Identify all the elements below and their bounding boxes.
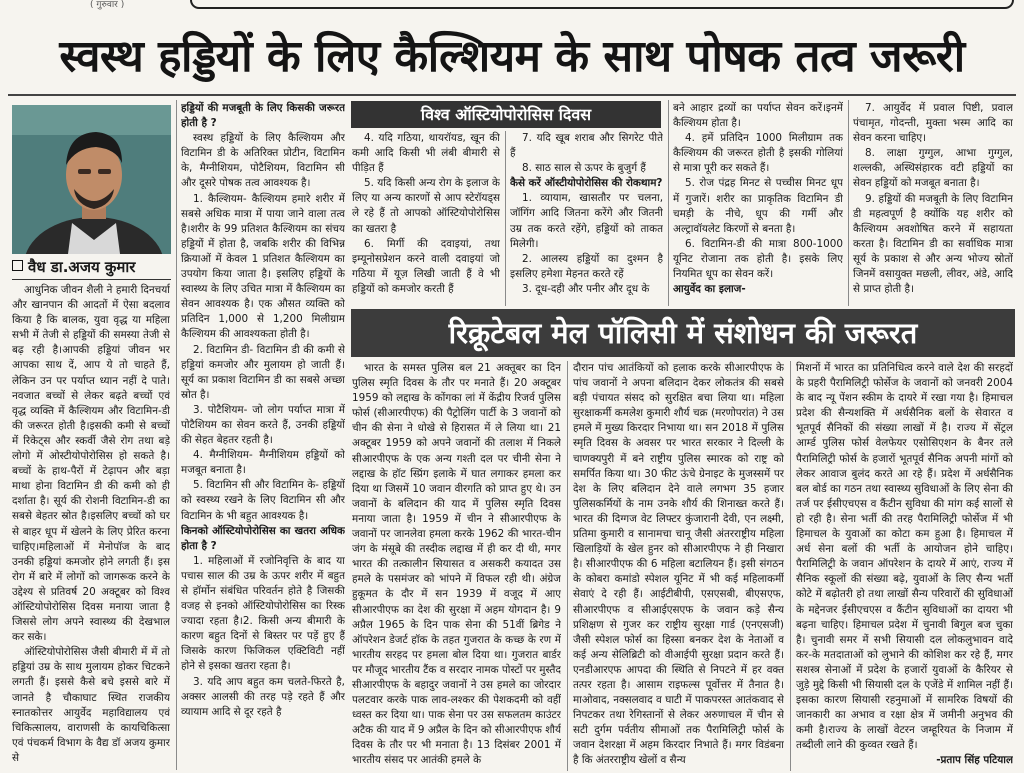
col-a-paragraph: आधुनिक जीवन शैली ने हमारी दिनचर्या और खानपान की आदतों में ऐसा बदलाव किया है कि बालक, युवा वृद्ध या महिला सभी में तेजी से हड्डियों की समस्या तेजी से बढ़ रही है।आपकी हड्डियां जीवन भर आपका साथ दें, आप ये तो चाहते हैं, लेकिन उन पर पर्याप्त ध्यान नहीं दे पाते। नवजात बच्चों से लेकर बढ़ते बच्चों एवं वृद्ध व्यक्ति में कैल्शियम और विटामिन-डी की जरूरत होती है।इसकी कमी से बच्चों में रिकेट्स और स्कर्वी जैसे रोग तथा बड़े लोगो में ओस्टीयोपोरोसिस हो सकते है।बच्चों के हाथ-पैरों में टेढ़ापन और बड़ा माथा होना विटामिन डी की कमी को ही दर्शाता है। सूर्य की रोशनी विटामिन-डी का सबसे बेहतर स्रोत है।इसलिए बच्चों को घर से बाहर धूप में खेलने के लिए प्रेरित करना चाहिए।महिलाओं में मेनोपॉज के बाद उनकी हड्डियां कमजोर होने लगती हैं। इस रोग में बारे में लोगों को जागरूक करने के उद्देश्य से प्रतिवर्ष 20 अक्टूबर को विश्व ऑस्टियोपोरोसिस दिवस मनाया जाता है जिससे लोग अपने स्वास्थ्य की देखभाल कर सके।: [12, 284, 170, 644]
article-signature: -प्रताप सिंह पटियाल: [936, 754, 1013, 767]
col-c-paragraph: 4. यदि गठिया, थायरॉयड, खून की कमी आदि किसी भी लंबी बीमारी से पीड़ित हैं: [352, 132, 500, 175]
headline-rule: [8, 94, 1016, 96]
col-f-paragraph: 9. हड्डियों की मजबूती के लिए विटामिन डी महत्वपूर्ण है क्योंकि यह शरीर को कैल्शियम अवशोषित करने में सहायता करता है। विटामिन डी का सर्वाधिक मात्रा सूर्य के प्रकाश से और अन्य भोज्य स्रोतों जिनमें वसायुक्त मछली, लीवर, अंडे, आदि से प्राप्त होती है।: [853, 192, 1013, 296]
subheading: आयुर्वेद का इलाज-: [673, 283, 746, 296]
police-policy-banner: रिक्रूटेबल मेल पॉलिसी में संशोधन की जरूरत: [351, 309, 1015, 357]
author-photo: [12, 105, 171, 254]
col-d-paragraph: 3. दूध-दही और पनीर और दूध के: [522, 282, 650, 295]
article-column-h: [573, 361, 784, 771]
author-byline: [12, 257, 171, 277]
col-c-paragraph: 5. यदि किसी अन्य रोग के इलाज के लिए या अन्य कारणों से आप स्टेरॉयड्स ले रहे हैं तो आपको ऑस्टियोपोरोसिस का खतरा है: [352, 177, 500, 235]
article-column-i: [796, 361, 1013, 771]
col-b-paragraph: स्वस्थ हड्डियों के लिए कैल्शियम और विटामिन डी के अतिरिक्त प्रोटीन, विटामिन के, मैग्नीशियम, पोटैशियम, विटामिन सी और दूसरे पोषक तत्व आवश्यक है।: [181, 132, 345, 190]
byline-square-icon: [12, 260, 23, 271]
author-name: वैध डा.अजय कुमार: [28, 258, 136, 276]
col-b-paragraph: 1. कैल्शियम- कैल्शियम हमारे शरीर में सबसे अधिक मात्रा में पाया जाने वाला तत्व है।शरीर के 99 प्रतिशत कैल्शियम का संचय हड्डियों में होता है, जबकि शरीर की विभिन्न क्रियाओं में केवल 1 प्रतिशत कैल्शियम का उपयोग किया जाता है। इसलिए हड्डियों के स्वास्थ्य के लिए उचित मात्रा में कैल्शियम का सेवन आवश्यक है। एक औसत व्यक्ति को प्रतिदिन 1,000 से 1,200 मिलीग्राम कैल्शियम की आवश्यकता होती है।: [181, 192, 345, 341]
column-divider: [668, 100, 669, 306]
article-column-c: [352, 131, 500, 306]
col-d-paragraph: 1. व्यायाम, खासतौर पर चलना, जॉगिंग आदि जितना करेंगे और जितनी उम्र तक करते रहेंगे, हड्डियों को ताकत मिलेगी।: [510, 192, 663, 250]
subheading: कैसे करें ऑस्टीयोपोरोसिस की रोकथाम?: [510, 177, 663, 190]
col-c-paragraph: 6. मिर्गी की दवाइयां, तथा इम्यूनोसप्रेशन करने वाली दवाइयां जो गठिया में यूज़ लिखी जाती हैं वे भी हड्डियों को कमजोर करती हैं: [352, 237, 500, 295]
article-column-b: [181, 101, 345, 771]
col-b-paragraph: 1. महिलाओं में रजोनिवृत्ति के बाद या पचास साल की उम्र के ऊपर शरीर में बहुत से हॉर्मोन संबंधित परिवर्तन होते है जिसकी वजह से इनको ऑस्टियोपोरोसिस का रिस्क ज्यादा रहता है।2. किसी अन्य बीमारी के कारण बहुत दिनों से बिस्तर पर पड़ें हुए हैं जिसके कारण फिजिकल एक्टिविटी नहीं होने से इसका खतरा रहता है।: [181, 554, 345, 673]
article-column-e: [673, 101, 843, 306]
col-d-paragraph: 8. साठ साल से ऊपर के बुजुर्ग हैं: [522, 162, 646, 175]
column-divider: [790, 361, 791, 771]
col-e-paragraph: 6. विटामिन-डी की मात्रा 800-1000 यूनिट रोजाना तक होती है। इसके लिए नियमित धूप का सेवन करें।: [673, 237, 843, 281]
col-b-paragraph: 3. पोटैशियम- जो लोग पर्याप्त मात्रा में पोटैशियम का सेवन करते हैं, उनकी हड्डियों की सेहत बेहतर रहती है।: [181, 403, 345, 447]
top-strip-date: ( गुरुवार ): [90, 0, 125, 10]
col-b-paragraph: 2. विटामिन डी- विटामिन डी की कमी से हड्डियां कमजोर और मुलायम हो जाती हैं। सूर्य का प्रकाश विटामिन डी का सबसे अच्छा स्रोत है।: [181, 343, 345, 401]
col-e-paragraph: 5. रोज पंद्रह मिनट से पच्चीस मिनट धूप में गुजारें। शरीर का प्राकृतिक विटामिन डी चमड़ी के नीचे, धूप की गर्मी और अल्ट्रावॉयलेट किरणों से बनता है।: [673, 177, 843, 235]
column-divider: [848, 100, 849, 306]
byline-rule: [12, 279, 171, 280]
osteoporosis-day-banner: विश्व ऑस्टियोपोरोसिस दिवस: [351, 101, 661, 128]
column-divider: [567, 361, 568, 771]
article-column-d: [510, 131, 663, 306]
top-frame-line: [190, 0, 1014, 9]
article-column-a: [12, 283, 170, 771]
col-b-paragraph: 5. विटामिन सी और विटामिन के- हड्डियों को स्वस्थ्य रखने के लिए विटामिन सी और विटामिन के भी बहुत आवश्यक है।: [181, 479, 345, 522]
author-portrait-icon: [12, 105, 171, 254]
article-column-f: [853, 101, 1013, 306]
article-column-g: [352, 361, 561, 771]
col-e-paragraph: बने आहार द्रव्यों का पर्याप्त सेवन करें।इनमें कैल्शियम होता है।: [673, 102, 843, 130]
col-f-paragraph: 8. लाक्षा गुग्गुल, आभा गुग्गुल, शल्लकी, अस्थिसंहारक वटी हड्डियों का सेवन हड्डियों को मजबूत बनाता है।: [853, 147, 1013, 190]
col-g-paragraph: भारत के समस्त पुलिस बल 21 अक्तूबर का दिन पुलिस स्मृति दिवस के तौर पर मनाते हैं। 20 अक्टूबर 1959 को लद्दाख के कोंगका लां में केंद्रीय रिजर्व पुलिस फोर्स (सीआरपीएफ) की पैट्रोलिंग पार्टी के 3 जवानों को चीन की सेना ने धोखे से हिरासत में ले लिया था। 21 अक्टूबर 1959 को अपने जवानों की तलाश में निकले सीआरपीएफ के एक अन्य गश्ती दल पर चीनी सेना ने लद्दाख के हॉट स्प्रिंग इलाके में घात लगाकर हमला कर दिया था जिसमें 10 जवान वीरगति को प्राप्त हुए थे। उन जवानों के बलिदान की याद में पुलिस स्मृति दिवस मनाया जाता है। 1959 में चीन ने सीआरपीएफ के जवानों पर जानलेवा हमला करके 1962 की भारत-चीन जंग के मंसूबे की तस्दीक लद्दाख में ही कर दी थी, मगर भारत की तत्कालीन सियासत व असकरी कयादत उस हमले के पसमंजर को भांपने में विफल रही थी। अंग्रेज हुकूमत के दौर में सन 1939 में वजूद में आए सीआरपीएफ का देश की सुरक्षा में अहम योगदान है। 9 अप्रैल 1965 के दिन पाक सेना की 51वीं ब्रिगेड ने ऑपरेशन डेजर्ट हॉक के तहत गुजरात के कच्छ के रण में भारतीय सरहद पर हमला बोल दिया था। गुजरात बार्डर पर मौजूद भारतीय टैंक व सरदार नामक पोस्टों पर मुस्तैद सीआरपीएफ के बहादुर जवानों ने उस हमले का जोरदार पलटवार करके पाक लाव-लश्कर की पेशकदमी को वहीं ध्वस्त कर दिया था। पाक सेना पर उस सफलतम काउंटर अटैक की याद में 9 अप्रैल के दिन को सीआरपीएफ शौर्य दिवस के तौर पर भी मनाता है। 13 दिसंबर 2001 में भारतीय संसद पर आतंकी हमले के: [352, 362, 561, 767]
col-h-paragraph: दौरान पांच आतंकियों को हलाक करके सीआरपीएफ के पांच जवानों ने अपना बलिदान देकर लोकतंत्र की सबसे बड़ी पंचायत संसद को सुरक्षित बचा लिया था। महिला सुरक्षाकर्मी कमलेश कुमारी शौर्य चक्र (मरणोपरांत) ने उस हमले में मुख्य किरदार निभाया था। सन 2018 में पुलिस स्मृति दिवस के अवसर पर भारत सरकार ने दिल्ली के चाणक्यपुरी में बने राष्ट्रीय पुलिस स्मारक को राष्ट्र को समर्पित किया था। 30 फीट ऊंचे ग्रेनाइट के मुजस्समें पर देश के लिए बलिदान देने वाले लगभग 35 हजार पुलिसकर्मियों के नाम उनके शौर्य की शिनाख्त करते हैं। भारत की दिग्गज वेट लिफ्टर कुंजारानी देवी, एन लक्ष्मी, प्रतिमा कुमारी व सानामचा चानू जैसी अंतरराष्ट्रीय महिला खिलाड़ियों के खेल हुनर को सीआरपीएफ ने ही निखारा है। सीआरपीएफ की 6 महिला बटालियन हैं। इसी संगठन के कोबरा कमांडो स्पेशल यूनिट में भी कई महिलाकर्मी सेवाएं दे रही हैं। आईटीबीपी, एसएसबी, बीएसएफ, सीआरपीएफ व सीआईएसएफ के जवान कड़े सैन्य प्रशिक्षण से गुजर कर राष्ट्रीय सुरक्षा गार्ड (एनएसजी) जैसी स्पेशल फोर्स का हिस्सा बनकर देश के नेताओं व कई अन्य सेलिब्रिटी को वीआईपी सुरक्षा प्रदान करते हैं। एनडीआरएफ आपदा की स्थिति से निपटने में हर वक्त तत्पर रहता है। आसाम राइफल्स पूर्वोत्तर में तैनात है। माओवाद, नक्सलवाद व घाटी में पाकपरस्त आतंकवाद से निपटकर तथा रेगिस्तानों से लेकर अरुणाचल में चीन से सटी दुर्गम पर्वतीय सीमाओं तक पैरामिलिट्री फोर्स के जवान देशरक्षा में अहम किरदार निभाते हैं। मगर विडंबना है कि अंतरराष्ट्रीय खेलों व सैन्य: [573, 362, 784, 767]
column-divider: [505, 131, 506, 306]
col-d-paragraph: 2. आलस्य हड्डियों का दुश्मन है इसलिए हमेशा मेहनत करते रहें: [510, 252, 663, 280]
col-f-paragraph: 7. आयुर्वेद में प्रवाल पिष्टी, प्रवाल पंचामृत, गोदन्ती, मुक्ता भस्म आदि का सेवन करना चाहिए।: [853, 102, 1013, 145]
headline: स्वस्थ हड्डियों के लिए कैल्शियम के साथ पोषक तत्व जरूरी: [59, 31, 965, 82]
col-i-paragraph: मिशनों में भारत का प्रतिनिधित्व करने वाले देश की सरहदों के प्रहरी पैरामिलिट्री फोर्सेज के जवानों को जनवरी 2004 के बाद न्यू पेंशन स्कीम के दायरे में रखा गया है। हिमाचल प्रदेश की सैन्यशक्ति में अर्धसैनिक बलों के सेवारत व भूतपूर्व सैनिकों की संख्या लाखों में है। राज्य में सेंट्रल आर्म्ड पुलिस फोर्स वेलफेयर एसोसिएशन के बैनर तले पैरामिलिट्री फोर्स के हजारों भूतपूर्व सैनिक अपनी मांगों को लेकर आवाज बुलंद करते आ रहे हैं। प्रदेश में अर्धसैनिक बल बोर्ड का गठन तथा स्वास्थ्य सुविधाओं के लिए सेना की तर्ज पर ईसीएचएस व कैंटीन सुविधा की मांग कई सालों से हो रही है। सेना भर्ती की तरह पैरामिलिट्री फोर्सेज में भी हिमाचल के युवाओं का कोटा कम हुआ है। हिमाचल में अर्ध सेना बलों की भर्ती के आयोजन होने चाहिए। पैरामिलिट्री के जवान ऑपरेशन के दायरे में आएं, राज्य में सैनिक स्कूलों की संख्या बढ़े, युवाओं के लिए सैन्य भर्ती कोटे में बढ़ोतरी हो तथा लाखों सैन्य परिवारों की सुविधाओं के मद्देनजर ईसीएचएस व कैंटीन सुविधाओं का दायरा भी बढ़ना चाहिए। हिमाचल प्रदेश में चुनावी बिगुल बज चुका है। चुनावी समर में सभी सियासी दल लोकलुभावन वादे कर-के मतदाताओं को लुभाने की कोशिश कर रहे हैं, मगर सशस्त्र सेनाओं में प्रदेश के हजारों युवाओं के कैरियर से जुड़े मुद्दे किसी भी सियासी दल के एजेंडे में शामिल नहीं हैं। इसका कारण सियासी रहनुमाओं में सामरिक विषयों की जानकारी का अभाव व रक्षा क्षेत्र में जमीनी अनुभव की कमी है।राज्य के लाखों वेटरन जम्हूरियत के निजाम में तब्दीली लाने की कुव्वत रखते हैं।: [796, 362, 1013, 752]
col-e-paragraph: 4. हमें प्रतिदिन 1000 मिलीग्राम तक कैल्शियम की जरूरत होती है इसकी गोलियां से मात्रा पूरी कर सकते हैं।: [673, 132, 843, 175]
col-b-paragraph: 3. यदि आप बहुत कम चलते-फिरते है, अक्सर आलसी की तरह पड़े रहते हैं और व्यायाम आदि से दूर रहते है: [181, 675, 345, 718]
col-b-paragraph: 4. मैग्नीशियम- मैग्नीशियम हड्डियों को मजबूत बनाता है।: [181, 449, 345, 477]
column-divider: [176, 100, 177, 770]
subheading: हड्डियों की मजबूती के लिए किसकी जरूरत होती है ?: [181, 102, 345, 130]
col-a-paragraph: ऑस्टियोपोरोसिस जैसी बीमारी में में तो हड्डियां उम्र के साथ मुलायम होकर चिटकने लगती हैं। इससे कैसे बचे इससे बारे में जानते है चौकाघाट स्थित राजकीय स्नातकोत्तर आयुर्वेद महाविद्यालय एवं चिकित्सालय, वाराणसी के कायचिकित्सा एवं पंचकर्म विभाग के वैद्य डॉ अजय कुमार से: [12, 646, 170, 764]
col-d-paragraph: 7. यदि खूब शराब और सिगरेट पीते हैं: [510, 132, 663, 160]
subheading: किनको ऑस्टियोपोरोसिस का खतरा अधिक होता है ?: [181, 524, 345, 552]
